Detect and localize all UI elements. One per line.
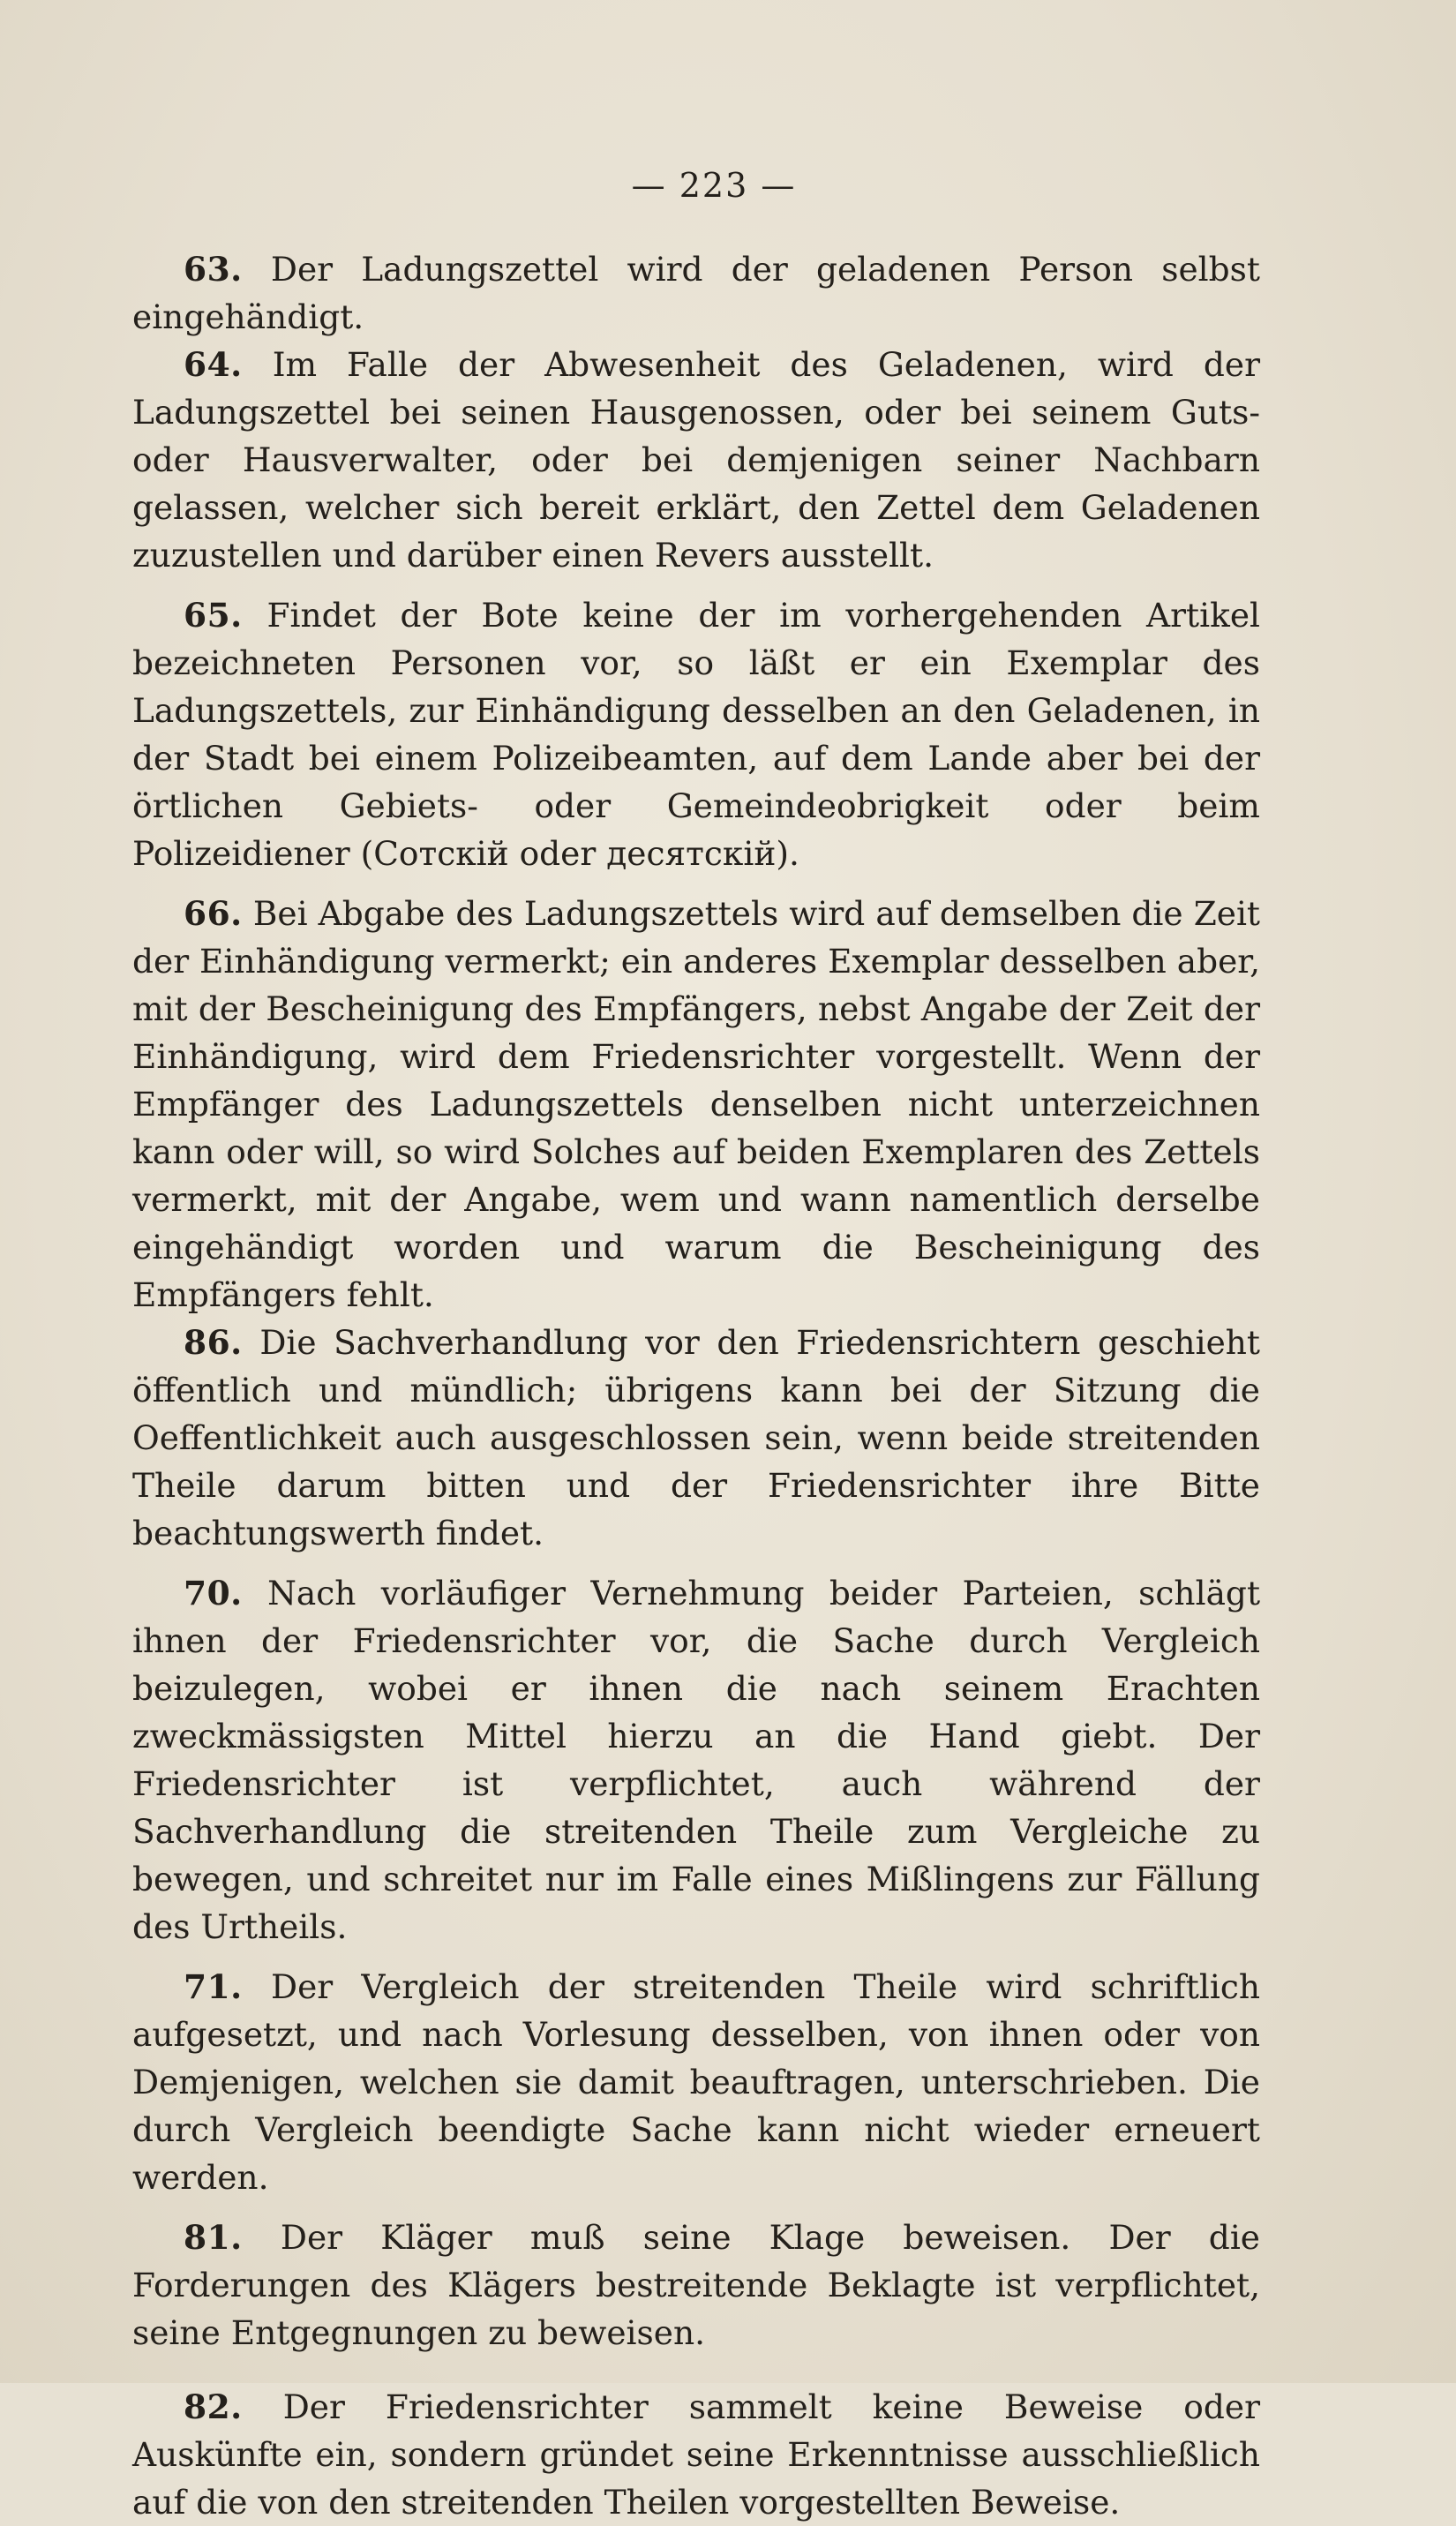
article-number: 65.: [184, 596, 243, 635]
article-number: 71.: [184, 1967, 243, 2006]
article-number: 70.: [184, 1574, 243, 1613]
article-70: [132, 1569, 1260, 1951]
article-text: Findet der Bote keine der im vorhergehenden Artikel bezeichneten Personen vor, so läßt er ein Exemplar des Ladungszettels, zur Einhändigung desselben an den Geladenen, in der Stadt bei einem Polizeibeamten, auf dem Lande aber bei der örtlichen Gebiets- oder Gemeindeobrigkeit oder beim Polizeidiener (Сотскій oder десятскій).: [132, 596, 1261, 873]
article-text: Bei Abgabe des Ladungszettels wird auf demselben die Zeit der Einhändigung vermerkt; ein anderes Exemplar desselben aber, mit der Bescheinigung des Empfängers, nebst Angabe der Zeit der Einhändigung, wird dem Friedensrichter vorgestellt. Wenn der Empfänger des Ladungszettels denselben nicht unterzeichnen kann oder will, so wird Solches auf beiden Exemplaren des Zettels vermerkt, mit der Angabe, wem und wann namentlich derselbe eingehändigt worden und warum die Bescheinigung des Empfängers fehlt.: [132, 894, 1261, 1314]
article-number: 86.: [184, 1323, 243, 1362]
page-number: — 223 —: [631, 166, 797, 205]
article-text: Der Vergleich der streitenden Theile wird schriftlich aufgesetzt, und nach Vorlesung desselben, von ihnen oder von Demjenigen, welchen sie damit beauftragen, unterschrieben. Die durch Vergleich beendigte Sache kann nicht wieder erneuert werden.: [132, 1967, 1260, 2197]
article-text: Der Ladungszettel wird der geladenen Person selbst eingehändigt.: [132, 250, 1260, 336]
article-86: [132, 1319, 1260, 1557]
article-71: [132, 1963, 1260, 2201]
article-text: Der Friedensrichter sammelt keine Beweise oder Auskünfte ein, sondern gründet seine Erkenntnisse ausschließlich auf die von den streitenden Theilen vorgestellten Beweise.: [132, 2387, 1261, 2522]
article-64: [132, 341, 1260, 579]
article-number: 66.: [184, 894, 243, 933]
article-82: [132, 2383, 1260, 2526]
page-text: [132, 245, 1260, 2526]
article-63: [132, 245, 1260, 341]
article-text: Nach vorläufiger Vernehmung beider Parteien, schlägt ihnen der Friedensrichter vor, die Sache durch Vergleich beizulegen, wobei er ihnen die nach seinem Erachten zweckmässigsten Mittel hierzu an die Hand giebt. Der Friedensrichter ist verpflichtet, auch während der Sachverhandlung die streitenden Theile zum Vergleiche zu bewegen, und schreitet nur im Falle eines Mißlingens zur Fällung des Urtheils.: [132, 1574, 1261, 1946]
article-number: 64.: [184, 345, 243, 384]
article-81: [132, 2214, 1260, 2357]
article-65: [132, 591, 1260, 877]
article-text: Der Kläger muß seine Klage beweisen. Der die Forderungen des Klägers bestreitende Beklagte ist verpflichtet, seine Entgegnungen zu beweisen.: [132, 2218, 1260, 2352]
article-text: Im Falle der Abwesenheit des Geladenen, wird der Ladungszettel bei seinen Hausgenossen, oder bei seinem Guts- oder Hausverwalter, oder bei demjenigen seiner Nachbarn gelassen, welcher sich bereit erklärt, den Zettel dem Geladenen zuzustellen und darüber einen Revers ausstellt.: [132, 345, 1260, 575]
article-text: Die Sachverhandlung vor den Friedensrichtern geschieht öffentlich und mündlich; übrigens kann bei der Sitzung die Oeffentlichkeit auch ausgeschlossen sein, wenn beide streitenden Theile darum bitten und der Friedensrichter ihre Bitte beachtungswerth findet.: [132, 1323, 1260, 1552]
article-number: 63.: [184, 250, 243, 289]
article-number: 82.: [184, 2387, 243, 2426]
article-66: [132, 890, 1260, 1319]
article-number: 81.: [184, 2218, 243, 2257]
